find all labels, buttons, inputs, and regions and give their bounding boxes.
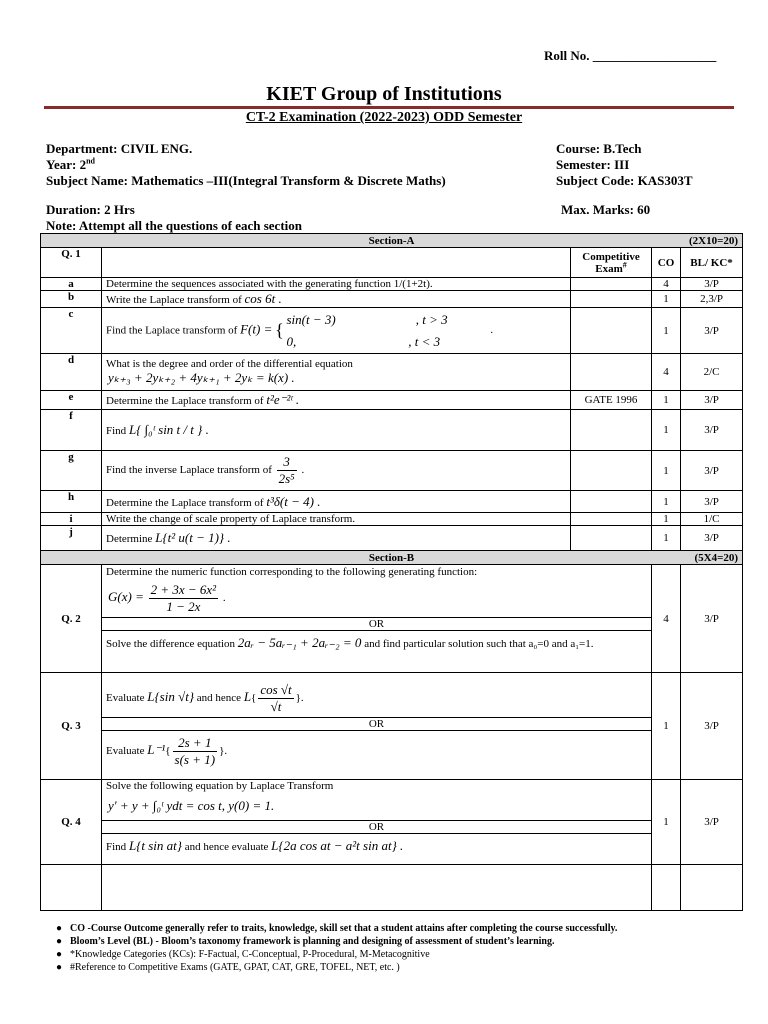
- row-id: i: [41, 513, 102, 526]
- exam-ref: [571, 354, 652, 391]
- co-value: 1: [652, 291, 681, 308]
- subject-name: Subject Name: Mathematics –III(Integral Transform & Discrete Maths): [46, 173, 446, 188]
- bullet-icon: ●: [56, 962, 63, 973]
- question-row-q4: [41, 780, 743, 865]
- bullet-icon: ●: [56, 949, 63, 960]
- section-a-header: [41, 234, 743, 248]
- bl-kc-header: BL/ KC*: [681, 248, 743, 278]
- bl-value: 3/P: [681, 491, 743, 513]
- max-marks: Max. Marks: 60: [561, 202, 651, 217]
- question-text: Find L{ ∫₀ᵗ sin t / t } .: [102, 410, 571, 451]
- row-id: a: [41, 278, 102, 291]
- question-table: [40, 233, 743, 911]
- question-text: Determine the Laplace transform of t³δ(t − 4) .: [102, 491, 571, 513]
- exam-ref: [571, 451, 652, 491]
- question-text: Find the Laplace transform of F(t) = { sin(t − 3) , t > 3 0, , t < 3 .: [102, 308, 571, 354]
- co-header: CO: [652, 248, 681, 278]
- q3-fraction-1: $\frac{\cos √t}{√t}$: [260, 682, 292, 714]
- exam-ref: [571, 308, 652, 354]
- q3-label: Q. 3: [41, 673, 102, 780]
- section-a-column-header: [41, 248, 743, 278]
- bl-value: 3/P: [681, 526, 743, 551]
- q4-label: Q. 4: [41, 780, 102, 865]
- bl-value: 1/C: [681, 513, 743, 526]
- co-value: 1: [652, 491, 681, 513]
- question-text: Find the inverse Laplace transform of $\frac{3}{\text{2s⁵}}$ .: [102, 451, 571, 491]
- table-row: [41, 278, 743, 291]
- q2-fraction: $\frac{\text{2 + 3x − 6x²}}{1 - 2x}$: [150, 582, 217, 614]
- empty-row: [41, 865, 743, 911]
- q4-text: Solve the following equation by Laplace Transform y′ + y + ∫₀ᵗ ydt = cos t, y(0) = 1. OR Find L{t sin at} and hence evaluate L{2a cos at − a²t sin at} .: [102, 780, 652, 865]
- right-info: [556, 141, 693, 189]
- footnote: ● Bloom’s Level (BL) - Bloom’s taxonomy framework is planning and designing of assessment of student’s learning.: [56, 936, 555, 947]
- row-id: d: [41, 354, 102, 391]
- table-row: [41, 513, 743, 526]
- co-value: 1: [652, 526, 681, 551]
- fraction: $\frac{3}{\text{2s⁵}}$: [278, 454, 295, 486]
- section-a-marks: (2X10=20): [689, 234, 739, 247]
- question-text: What is the degree and order of the differential equation yₖ₊₃ + 2yₖ₊₂ + 4yₖ₊₁ + 2yₖ = k(x) .: [102, 354, 571, 391]
- bl-value: 3/P: [681, 451, 743, 491]
- question-text: Determine the Laplace transform of t²e⁻²ᵗ .: [102, 391, 571, 410]
- co-value: 1: [652, 308, 681, 354]
- co-value: 4: [652, 565, 681, 673]
- co-value: 1: [652, 673, 681, 780]
- exam-title: CT-2 Examination (2022-2023) ODD Semester: [245, 110, 523, 125]
- left-info: [46, 141, 446, 189]
- co-value: 1: [652, 513, 681, 526]
- competitive-exam-header: Competitive Exam#: [571, 248, 652, 278]
- table-row: [41, 308, 743, 354]
- co-value: 1: [652, 451, 681, 491]
- table-row: [41, 410, 743, 451]
- or-divider: OR: [102, 617, 651, 631]
- row-id: j: [41, 526, 102, 551]
- co-value: 1: [652, 780, 681, 865]
- bullet-icon: ●: [56, 936, 63, 947]
- table-row: [41, 291, 743, 308]
- bl-value: 2/C: [681, 354, 743, 391]
- bl-value: 3/P: [681, 308, 743, 354]
- table-row: [41, 354, 743, 391]
- footnote: ● #Reference to Competitive Exams (GATE, GPAT, CAT, GRE, TOFEL, NET, etc. ): [56, 962, 400, 973]
- bl-value: 3/P: [681, 565, 743, 673]
- exam-ref: [571, 410, 652, 451]
- question-text: Determine L{t² u(t − 1)} .: [102, 526, 571, 551]
- question-text: Determine the sequences associated with the generating function 1/(1+2t).: [102, 278, 571, 291]
- table-row: [41, 491, 743, 513]
- institution-name: KIET Group of Institutions: [266, 83, 502, 105]
- bl-value: 3/P: [681, 278, 743, 291]
- bl-value: 2,3/P: [681, 291, 743, 308]
- footnote: ● CO -Course Outcome generally refer to traits, knowledge, skill set that a student attains after completing the course successfully.: [56, 923, 618, 934]
- q3-fraction-2: $\frac{2s + 1}{s(s + 1)}$: [174, 735, 216, 767]
- table-row: [41, 451, 743, 491]
- row-id: e: [41, 391, 102, 410]
- exam-ref: [571, 278, 652, 291]
- roll-number: Roll No. ___________________: [544, 48, 717, 63]
- exam-ref: [571, 526, 652, 551]
- q2-label: Q. 2: [41, 565, 102, 673]
- row-id: f: [41, 410, 102, 451]
- question-text: Write the Laplace transform of cos 6t .: [102, 291, 571, 308]
- exam-ref: GATE 1996: [571, 391, 652, 410]
- bl-value: 3/P: [681, 391, 743, 410]
- question-text: Write the change of scale property of Laplace transform.: [102, 513, 571, 526]
- co-value: 4: [652, 278, 681, 291]
- note: Note: Attempt all the questions of each section: [46, 218, 302, 233]
- department: Department: CIVIL ENG.: [46, 141, 193, 156]
- q2-text: Determine the numeric function corresponding to the following generating function: G(x) = $\frac{\text{2 + 3x − 6x²}}{1 - 2x}$ . OR Solve the difference equation 2aᵣ − 5aᵣ₋₁ + 2aᵣ₋₂ = 0 and find particular solution such that a₀=0 and a₁=1.: [102, 565, 652, 673]
- subject-code: Subject Code: KAS303T: [556, 173, 693, 188]
- row-id: g: [41, 451, 102, 491]
- row-id: c: [41, 308, 102, 354]
- table-row: [41, 391, 743, 410]
- row-id: h: [41, 491, 102, 513]
- header-divider: [44, 106, 734, 109]
- section-b-header: [41, 551, 743, 565]
- bl-value: 3/P: [681, 780, 743, 865]
- section-b-title: Section-B: [368, 551, 415, 564]
- course: Course: B.Tech: [556, 141, 642, 156]
- footnote: ● *Knowledge Categories (KCs): F-Factual, C-Conceptual, P-Procedural, M-Metacognitive: [56, 949, 430, 960]
- question-row-q3: [41, 673, 743, 780]
- q3-text: Evaluate L{sin √t} and hence L{ $\frac{\cos √t}{√t}$ }. OR Evaluate L⁻¹{ $\frac{2s + 1}{s(s + 1)}$ }.: [102, 673, 652, 780]
- table-row: [41, 526, 743, 551]
- co-value: 1: [652, 410, 681, 451]
- q1-label: Q. 1: [41, 248, 102, 278]
- duration: Duration: 2 Hrs: [46, 202, 135, 217]
- year: Year: 2nd: [46, 156, 95, 172]
- co-value: 4: [652, 354, 681, 391]
- row-id: b: [41, 291, 102, 308]
- or-divider: OR: [102, 820, 651, 834]
- section-a-title: Section-A: [368, 234, 415, 247]
- bullet-icon: ●: [56, 923, 63, 934]
- footnotes: [56, 922, 618, 974]
- question-row-q2: [41, 565, 743, 673]
- or-divider: OR: [102, 717, 651, 731]
- bl-value: 3/P: [681, 410, 743, 451]
- semester: Semester: III: [556, 157, 630, 172]
- section-b-marks: (5X4=20): [694, 551, 739, 564]
- co-value: 1: [652, 391, 681, 410]
- exam-ref: [571, 291, 652, 308]
- bl-value: 3/P: [681, 673, 743, 780]
- exam-ref: [571, 491, 652, 513]
- exam-ref: [571, 513, 652, 526]
